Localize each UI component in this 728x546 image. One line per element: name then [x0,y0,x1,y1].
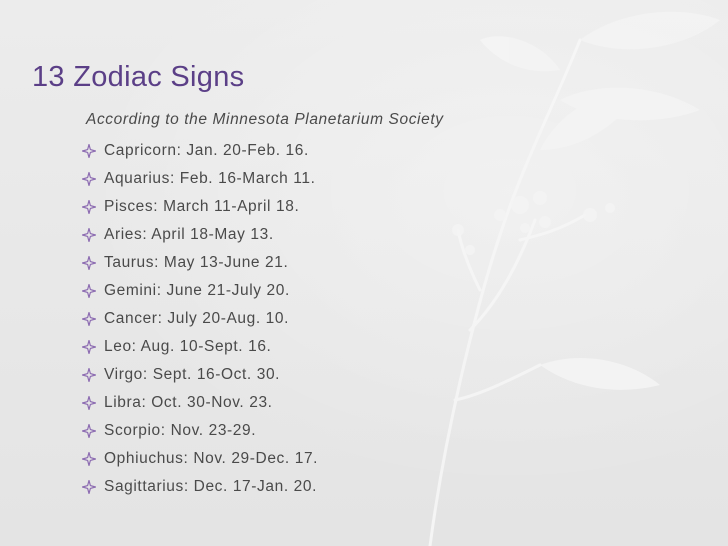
four-point-star-icon [82,228,96,242]
four-point-star-icon [82,312,96,326]
list-item [82,165,318,193]
list-item [82,417,318,445]
list-item [82,249,318,277]
list-item-label: Scorpio: Nov. 23-29. [104,422,257,439]
list-item-label: Gemini: June 21-July 20. [104,282,290,299]
four-point-star-icon [82,480,96,494]
four-point-star-icon [82,200,96,214]
four-point-star-icon [82,340,96,354]
four-point-star-icon [82,396,96,410]
list-item [82,389,318,417]
list-item-label: Virgo: Sept. 16-Oct. 30. [104,366,281,383]
list-item [82,277,318,305]
four-point-star-icon [82,144,96,158]
list-item-label: Cancer: July 20-Aug. 10. [104,310,289,327]
list-item-label: Taurus: May 13-June 21. [104,254,289,271]
list-item-label: Capricorn: Jan. 20-Feb. 16. [104,142,309,159]
four-point-star-icon [82,284,96,298]
four-point-star-icon [82,172,96,186]
list-item-label: Pisces: March 11-April 18. [104,198,300,215]
list-item-label: Leo: Aug. 10-Sept. 16. [104,338,272,355]
slide-title: 13 Zodiac Signs [32,61,245,93]
list-item-label: Ophiuchus: Nov. 29-Dec. 17. [104,450,319,467]
zodiac-list [82,137,318,501]
four-point-star-icon [82,368,96,382]
four-point-star-icon [82,424,96,438]
list-item [82,193,318,221]
list-item [82,137,318,165]
list-item-label: Aries: April 18-May 13. [104,226,274,243]
list-item [82,333,318,361]
list-item [82,221,318,249]
list-item-label: Libra: Oct. 30-Nov. 23. [104,394,273,411]
list-item-label: Aquarius: Feb. 16-March 11. [104,170,316,187]
list-item [82,473,318,501]
four-point-star-icon [82,256,96,270]
list-item-label: Sagittarius: Dec. 17-Jan. 20. [104,478,317,495]
list-item [82,305,318,333]
slide-subtitle: According to the Minnesota Planetarium Society [86,111,444,128]
four-point-star-icon [82,452,96,466]
list-item [82,361,318,389]
list-item [82,445,318,473]
